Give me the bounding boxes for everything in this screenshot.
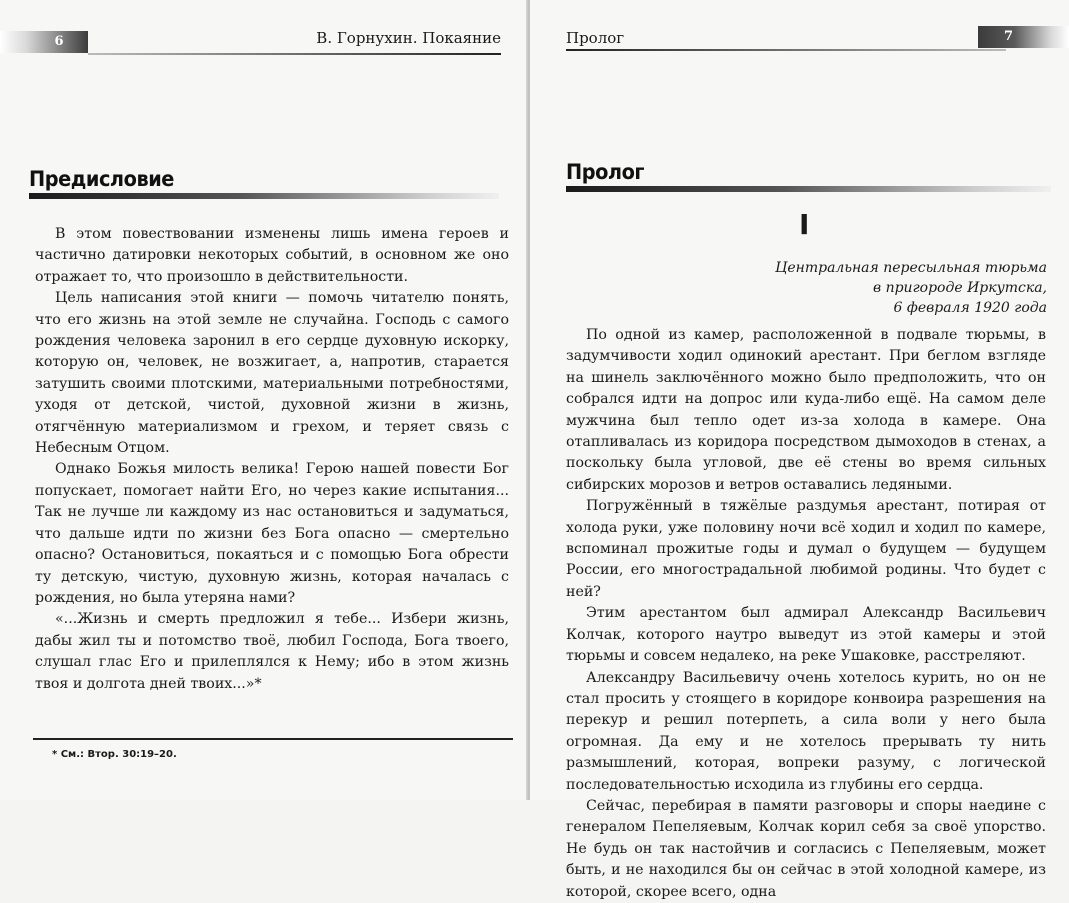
epigraph-line: Центральная пересыльная тюрьма — [775, 260, 1047, 276]
running-head-left: В. Горнухин. Покаяние — [316, 29, 501, 47]
running-head-right: Пролог — [566, 29, 625, 47]
page-number-right: 7 — [978, 26, 1069, 48]
paragraph: Этим арестантом был адмирал Александр Васильевич Колчак, которого наутро выведут из этой камеры и этой тюрьмы и совсем недалеко, на реке Ушаковке, расстреляют. — [566, 605, 1046, 665]
paragraph: Цель написания этой книги — помочь читателю понять, что его жизнь на этой земле не случайна. Господь с самого рождения человека заронил в его сердце духовную искорку, которую он, человек, не возжигает, а, напротив, старается затушить своими плотскими, материальными потребностями, уходя от детской, чистой, духовной жизни в жизнь, отягчённую материализмом и грехом, и теряет связь с Небесным Отцом. — [35, 290, 509, 457]
section-number: I — [799, 208, 810, 241]
page-number-left: 6 — [0, 31, 88, 53]
right-page — [530, 0, 1069, 900]
paragraph: Александру Васильевичу очень хотелось курить, но он не стал просить у стоящего в коридоре конвоира разрешения на перекур и решил потерпеть, а сила воли у него была огромная. Да ему и не хотелось прерывать ту нить размышлений, которая, вопреки разуму, с логической последовательностью исходила из глубины его сердца. — [566, 669, 1046, 793]
foreword-text — [35, 224, 509, 695]
chapter-heading-prologue: Пролог — [566, 160, 645, 184]
quotation: «...Жизнь и смерть предложил я тебе... Избери жизнь, дабы жил ты и потомство твоё, любил Господа, Бога твоего, слушал глас Его и прилеплялся к Нему; ибо в этом жизнь твоя и долгота дней твоих...»* — [35, 611, 509, 692]
epigraph-line: 6 февраля 1920 года — [893, 300, 1047, 316]
paragraph: По одной из камер, расположенной в подвале тюрьмы, в задумчивости ходил одинокий арестант. При беглом взгляде на шинель заключённого можно было предположить, что он собрался идти на допрос или куда-либо ещё. На самом деле мужчина был тепло одет из-за холода в камере. Она отапливалась из коридора посредством дымоходов в стенах, а поскольку была угловой, две её стены во время сильных сибирских морозов и ветров оставались ледяными. — [566, 327, 1046, 493]
heading-rule-left — [29, 193, 499, 199]
footnote-rule — [33, 738, 513, 740]
left-page — [0, 0, 528, 800]
paragraph: Однако Божья милость велика! Герою нашей повести Бог попускает, помогает найти Его, но через какие испытания... Так не лучше ли каждому из нас остановиться и задуматься, что дальше идти по жизни без Бога опасно — смертельно опасно? Остановиться, покаяться и с помощью Бога обрести ту детскую, чистую, духовную жизнь, которая началась с рождения, но была утеряна нами? — [35, 461, 509, 606]
paragraph: Сейчас, перебирая в памяти разговоры и споры наедине с генералом Пепеляевым, Колчак корил себя за своё упорство. Не будь он так настойчив и согласись с Пепеляевым, может быть, и не находился бы он сейчас в этой холодной камере, из которой, скорее всего, одна — [566, 797, 1046, 900]
header-rule-right — [566, 49, 1006, 51]
paragraph: Погружённый в тяжёлые раздумья арестант, потирая от холода руки, уже половину ночи всё ходил и ходил по камере, вспоминал прожитые годы и думал о будущем — будущем России, его многострадальной любимой родины. Что будет с ней? — [566, 498, 1046, 600]
footnote: * См.: Втор. 30:19–20. — [52, 749, 177, 760]
epigraph-line: в пригороде Иркутска, — [872, 280, 1047, 296]
header-rule-left — [88, 53, 501, 55]
paragraph: В этом повествовании изменены лишь имена героев и частично датировки некоторых событий, в основном же оно отражает то, что произошло в действительности. — [35, 226, 509, 285]
epigraph — [775, 258, 1047, 318]
prologue-text — [566, 325, 1046, 903]
heading-rule-right — [566, 186, 1051, 192]
chapter-heading-foreword: Предисловие — [29, 167, 174, 191]
